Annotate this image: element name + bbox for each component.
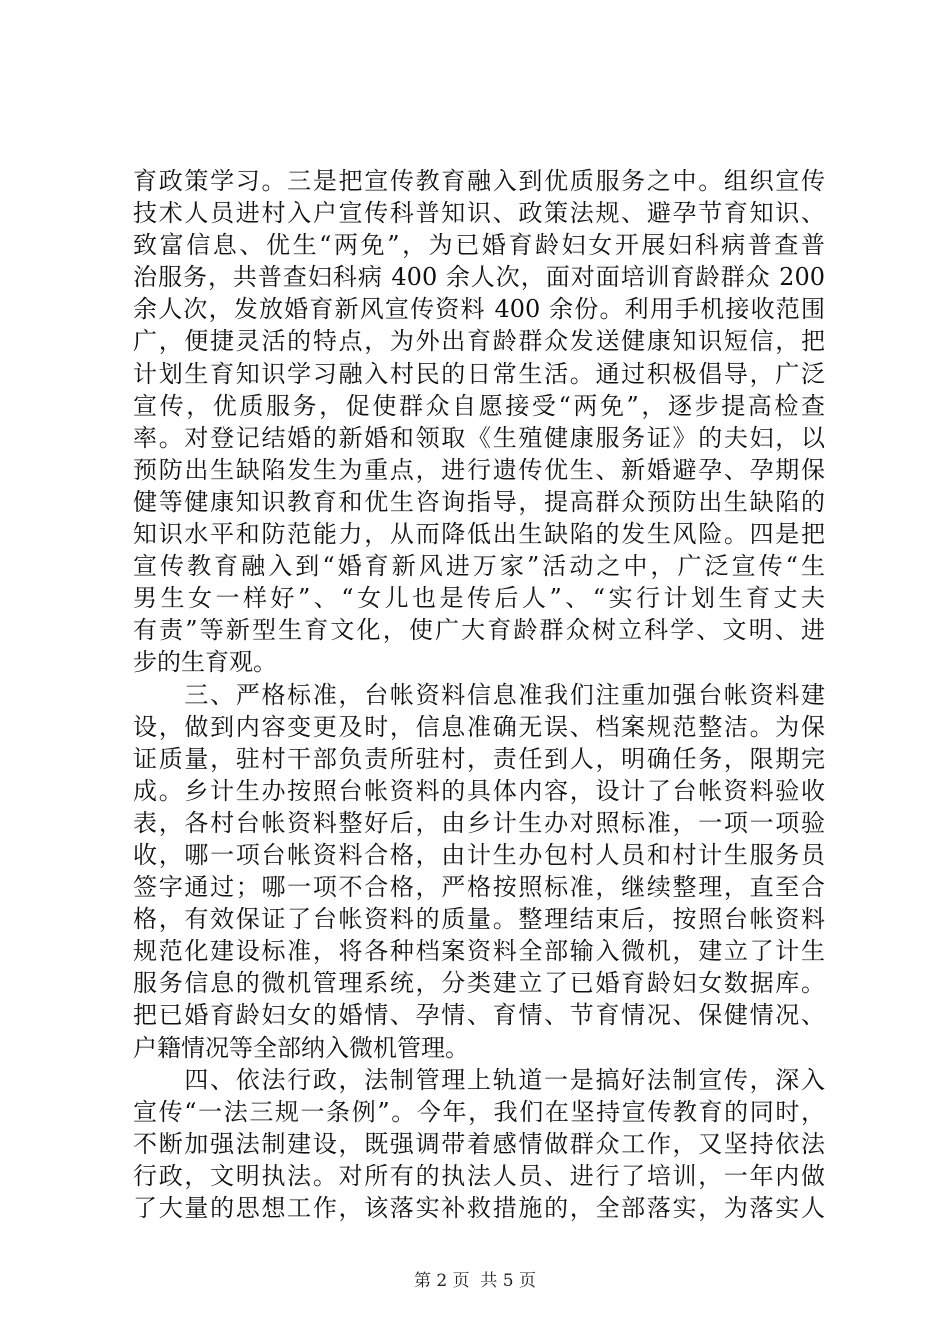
text-line: 把已婚育龄妇女的婚情、孕情、育情、节育情况、保健情况、: [133, 1001, 825, 1030]
text-line: 签字通过；哪一项不合格，严格按照标准，继续整理，直至合: [133, 873, 825, 902]
text-line: 男生女一样好”、“女儿也是传后人”、“实行计划生育丈夫: [133, 584, 825, 613]
text-line: 宣传，优质服务，促使群众自愿接受“两免”，逐步提高检查: [133, 391, 825, 420]
text-line: 计划生育知识学习融入村民的日常生活。通过积极倡导，广泛: [133, 359, 825, 388]
text-line: 余人次，发放婚育新风宣传资料 400 余份。利用手机接收范围: [133, 295, 825, 324]
text-line: 规范化建设标准，将各种档案资料全部输入微机，建立了计生: [133, 937, 825, 966]
text-line: 率。对登记结婚的新婚和领取《生殖健康服务证》的夫妇，以: [133, 423, 825, 452]
page-footer: [0, 1270, 950, 1292]
text-line: 治服务，共普查妇科病 400 余人次，面对面培训育龄群众 200: [133, 263, 825, 292]
text-line: 技术人员进村入户宣传科普知识、政策法规、避孕节育知识、: [133, 199, 825, 228]
text-line: 育政策学习。三是把宣传教育融入到优质服务之中。组织宣传: [133, 167, 825, 195]
text-line: 步的生育观。: [133, 648, 277, 677]
text-line: 格，有效保证了台帐资料的质量。整理结束后，按照台帐资料: [133, 905, 825, 934]
text-line: 宣传“一法三规一条例”。今年，我们在坚持宣传教育的同时，: [133, 1097, 825, 1126]
page-number-label: 第 2 页 共 5 页: [413, 1271, 537, 1291]
text-line: 三、严格标准，台帐资料信息准我们注重加强台帐资料建: [133, 680, 825, 709]
text-line: 预防出生缺陷发生为重点，进行遗传优生、新婚避孕、孕期保: [133, 455, 825, 484]
text-line: 知识水平和防范能力，从而降低出生缺陷的发生风险。四是把: [133, 520, 825, 549]
text-line: 成。乡计生办按照台帐资料的具体内容，设计了台帐资料验收: [133, 776, 825, 805]
text-line: 宣传教育融入到“婚育新风进万家”活动之中，广泛宣传“生: [133, 552, 825, 581]
document-body: [133, 165, 825, 1224]
text-line: 健等健康知识教育和优生咨询指导，提高群众预防出生缺陷的: [133, 487, 825, 516]
text-line: 四、依法行政，法制管理上轨道一是搞好法制宣传，深入: [133, 1065, 825, 1094]
text-line: 设，做到内容变更及时，信息准确无误、档案规范整洁。为保: [133, 712, 825, 741]
text-line: 户籍情况等全部纳入微机管理。: [133, 1033, 469, 1062]
text-line: 致富信息、优生“两免”，为已婚育龄妇女开展妇科病普查普: [133, 231, 825, 260]
text-line: 广，便捷灵活的特点，为外出育龄群众发送健康知识短信，把: [133, 327, 825, 356]
text-line: 证质量，驻村干部负责所驻村，责任到人，明确任务，限期完: [133, 744, 825, 773]
text-line: 表，各村台帐资料整好后，由乡计生办对照标准，一项一项验: [133, 808, 825, 837]
text-line: 不断加强法制建设，既强调带着感情做群众工作，又坚持依法: [133, 1129, 825, 1158]
text-line: 收，哪一项台帐资料合格，由计生办包村人员和村计生服务员: [133, 840, 825, 869]
text-line: 有责”等新型生育文化，使广大育龄群众树立科学、文明、进: [133, 616, 825, 645]
text-line: 了大量的思想工作，该落实补救措施的，全部落实，为落实人: [133, 1194, 825, 1222]
text-line: 服务信息的微机管理系统，分类建立了已婚育龄妇女数据库。: [133, 969, 825, 998]
text-line: 行政，文明执法。对所有的执法人员、进行了培训，一年内做: [133, 1161, 825, 1190]
